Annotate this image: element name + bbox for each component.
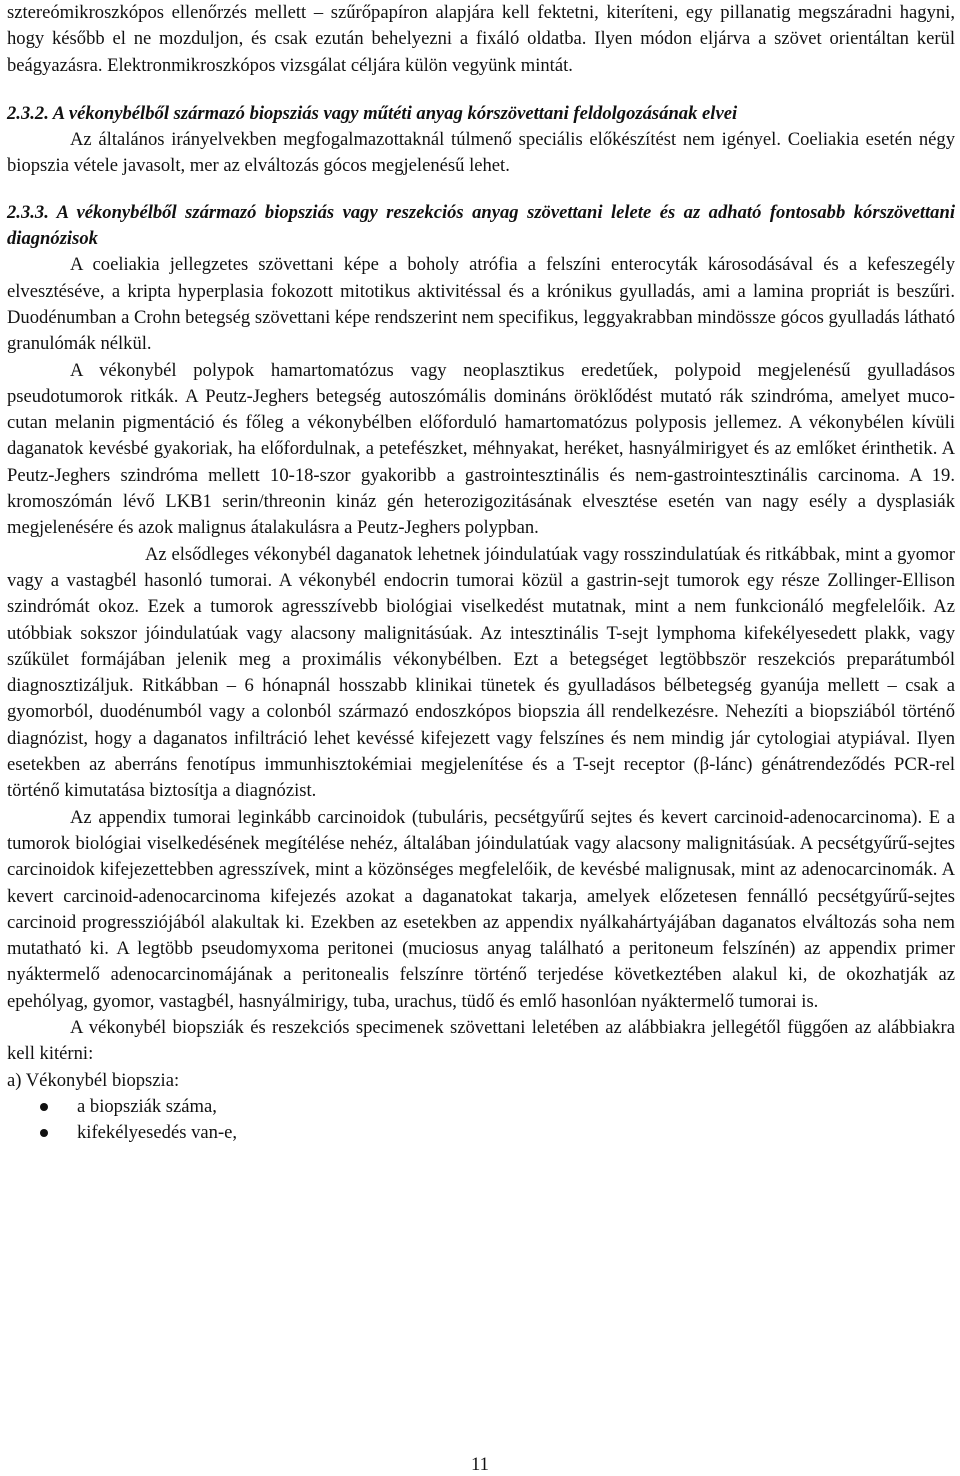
coeliakia-paragraph: A coeliakia jellegzetes szövettani képe a boholy atrófia a felszíni enterocyták károsodásával és a kefeszegély elvesztéséve, a kripta hyperplasia fokozott mitotikus aktivitéssal és a krónikus gyulladás, ami a lamina propriát is beszűri. Duodénumban a Crohn betegség szövettani képe rendszerint nem specifikus, leggyakrabban mindössze gócos gyulladás látható granulómák nélkül. xyxy=(7,254,956,355)
polyp-paragraph: A vékonybél polypok hamartomatózus vagy neoplasztikus eredetűek, polypoid megjelenésű gyulladásos pseudotumorok ritkák. A Peutz-Jeghers betegség autoszómális domináns öröklődést mutató rák szindróma, amelyet muco-cutan melanin pigmentáció és főleg a vékonybélben előforduló hamartomatózus polyposis jellemez. A vékonybélen kívüli daganatok kevésbé gyakoriak, ha előfordulnak, a petefészket, méhnyakat, heréket, hasnyálmirigyet és az emlőket érinthetik. A Peutz-Jeghers szindróma mellett 10-18-szor gyakoribb a gastrointesztinális és nem-gastrointesztinális carcinoma. A 19. kromoszómán lévő LKB1 serin/threonin kináz gén heterozigozitásának elvesztése esetén van nagy esély a dysplasiák megjelenésére és azok malignus átalakulásra a Peutz-Jeghers polypban. xyxy=(7,359,955,539)
list-item: kifekélyesedés van-e, xyxy=(7,1120,955,1146)
biopsy-list-heading: a) Vékonybél biopszia: xyxy=(7,1069,180,1091)
document-page xyxy=(7,0,955,1146)
biopsy-bullet-list xyxy=(7,1094,955,1147)
intro-paragraph: sztereómikroszkópos ellenőrzés mellett – szűrőpapíron alapjára kell fektetni, kiteríteni, egy pillanatig megszáradni hagyni, hogy később el ne mozduljon, és csak ezután behelyezni a fixáló oldatba. Ilyen módon eljárva a szövet orientáltan kerül beágyazásra. Elektronmikroszkópos vizsgálat céljára külön vegyünk mintát. xyxy=(7,2,955,76)
section-2-3-2-paragraph: Az általános irányelvekben megfogalmazottaknál túlmenő speciális előkészítést nem igényel. Coeliakia esetén négy biopszia vétele javasolt, mer az elváltozás gócos megjelenésű lehet. xyxy=(7,129,955,177)
list-item: a biopsziák száma, xyxy=(7,1094,955,1120)
section-heading-2-3-3: 2.3.3. A vékonybélből származó biopsziás vagy reszekciós anyag szövettani lelete és az adható fontosabb kórszövettani diagnózisok xyxy=(7,201,955,250)
report-requirements-paragraph: A vékonybél biopsziák és reszekciós specimenek szövettani leletében az alábbiakra jellegétől függően az alábbiakra kell kitérni: xyxy=(7,1016,955,1065)
appendix-paragraph: Az appendix tumorai leginkább carcinoidok (tubuláris, pecsétgyűrű sejtes és kevert carcinoid-adenocarcinoma). E a tumorok biológiai viselkedésének megítélése nehéz, általában jóindulatúak vagy alacsony malignitásúak. A pecsétgyűrű-sejtes carcinoidok kifejezettebben agresszívek, mint a közönséges megfelelőik, de kevésbé malignusak, mint az adenocarcinomák. A kevert carcinoid-adenocarcinoma kifejezés azokat a daganatokat takarja, amelyek előzetesen fennálló pecsétgyűrű-sejtes carcinoid progressziójából alakultak ki. Ezekben az esetekben az appendix nyálkahártyájában daganatos elváltozás soha nem mutatható ki. A legtöbb pseudomyxoma peritonei (muciosus anyag található a peritoneum felszínén) az appendix primer nyáktermelő adenocarcinomájának a peritonealis felszínre történő terjedése következtében alakul ki, de okozhatják az epehólyag, gyomor, vastagbél, hasnyálmirigy, tuba, urachus, tüdő és emlő hasonlóan nyáktermelő tumorai is. xyxy=(7,806,955,1012)
primary-tumor-paragraph: Az elsődleges vékonybél daganatok lehetnek jóindulatúak vagy rosszindulatúak és ritkábbak, mint a gyomor vagy a vastagbél hasonló tumorai. A vékonybél endocrin tumorai közül a gastrin-sejt tumorok egy része Zollinger-Ellison szindrómát okoz. Ezek a tumorok agresszívebb biológiai viselkedést mutatnak, mint a nem funkcionáló megfelelőik. Az utóbbiak sokszor jóindulatúak vagy alacsony malignitásúak. Az intesztinális T-sejt lymphoma kifekélyesedett plakk, vagy szűkület formájában jelenik meg a proximális vékonybélben. Ezt a betegséget legtöbbször reszekciós preparátumból diagnosztizáljuk. Ritkábban – 6 hónapnál hosszabb klinikai tünetek és gyulladásos bélbetegség gyanúja mellett – csak a gyomorból, duodénumból vagy a colonból származó endoszkópos biopszia áll rendelkezésre. Nehezíti a biopsziából történő diagnózist, hogy a daganatos infiltráció lehet kevéssé kifejezett vagy felszínes és nem mindig jár cytologiai atypiával. Ilyen esetekben az aberráns fenotípus immunhisztokémiai megjelenítése és a T-sejt receptor (β-lánc) génátrendeződés PCR-rel történő kimutatása biztosítja a diagnózist. xyxy=(7,543,955,802)
section-heading-2-3-2: 2.3.2. A vékonybélből származó biopsziás vagy műtéti anyag kórszövettani feldolgozásának elvei xyxy=(7,102,738,124)
page-number: 11 xyxy=(471,1454,489,1475)
